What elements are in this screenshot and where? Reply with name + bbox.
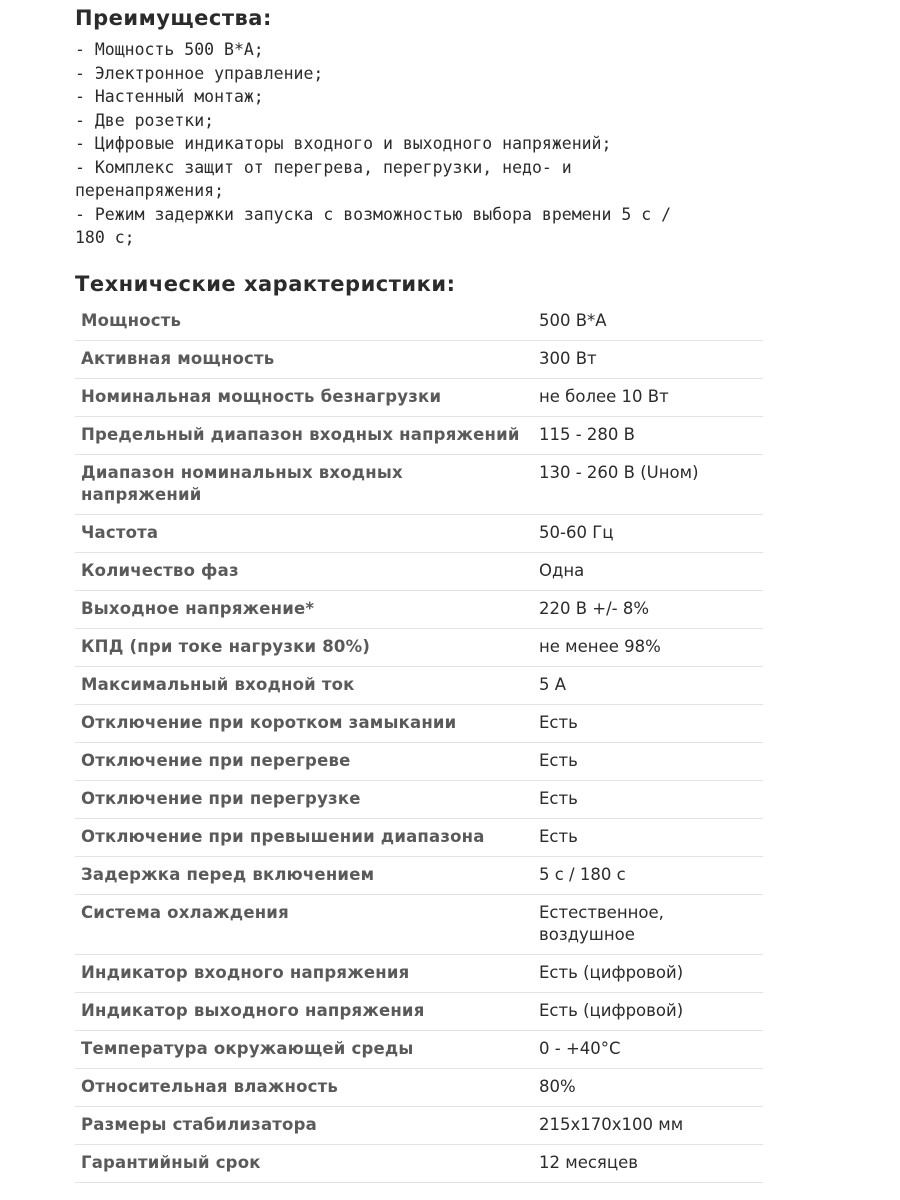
spec-key: Система охлаждения <box>75 895 527 955</box>
spec-value: 500 В*А <box>527 303 763 341</box>
spec-key: Количество фаз <box>75 553 527 591</box>
spec-row <box>75 553 763 591</box>
spec-key: Частота <box>75 515 527 553</box>
spec-row <box>75 667 763 705</box>
specs-table-body <box>75 303 763 1183</box>
spec-key: Активная мощность <box>75 341 527 379</box>
spec-value: не более 10 Вт <box>527 379 763 417</box>
spec-value: Есть (цифровой) <box>527 955 763 993</box>
spec-key: Размеры стабилизатора <box>75 1107 527 1145</box>
spec-value: 0 - +40°С <box>527 1031 763 1069</box>
spec-value: 115 - 280 В <box>527 417 763 455</box>
spec-value: 50-60 Гц <box>527 515 763 553</box>
spec-key: Задержка перед включением <box>75 857 527 895</box>
spec-row <box>75 379 763 417</box>
spec-key: Температура окружающей среды <box>75 1031 527 1069</box>
spec-row <box>75 857 763 895</box>
advantage-item: - Режим задержки запуска с возможностью выбора времени 5 с / <box>75 204 672 224</box>
spec-value: 5 с / 180 с <box>527 857 763 895</box>
spec-row <box>75 417 763 455</box>
spec-value: не менее 98% <box>527 629 763 667</box>
spec-row <box>75 993 763 1031</box>
spec-row <box>75 341 763 379</box>
spec-key: Выходное напряжение* <box>75 591 527 629</box>
spec-row <box>75 629 763 667</box>
spec-value: Естественное, воздушное <box>527 895 763 955</box>
spec-key: Гарантийный срок <box>75 1145 527 1183</box>
spec-value: Есть <box>527 743 763 781</box>
advantages-heading: Преимущества: <box>75 6 272 30</box>
spec-row <box>75 819 763 857</box>
spec-value: Есть (цифровой) <box>527 993 763 1031</box>
spec-value: 215x170x100 мм <box>527 1107 763 1145</box>
spec-value: 300 Вт <box>527 341 763 379</box>
spec-value: 5 А <box>527 667 763 705</box>
spec-key: КПД (при токе нагрузки 80%) <box>75 629 527 667</box>
spec-row <box>75 743 763 781</box>
advantage-item: - Цифровые индикаторы входного и выходного напряжений; <box>75 134 612 153</box>
spec-value: 80% <box>527 1069 763 1107</box>
spec-row <box>75 781 763 819</box>
spec-row <box>75 1107 763 1145</box>
spec-value: Одна <box>527 553 763 591</box>
advantage-item: - Электронное управление; <box>75 63 324 83</box>
spec-key: Индикатор входного напряжения <box>75 955 527 993</box>
advantage-item: - Две розетки; <box>75 110 215 130</box>
spec-row <box>75 1031 763 1069</box>
spec-key: Отключение при перегрузке <box>75 781 527 819</box>
spec-row <box>75 955 763 993</box>
spec-value: 130 - 260 В (Uном) <box>527 455 763 515</box>
advantages-list <box>75 38 775 250</box>
spec-key: Индикатор выходного напряжения <box>75 993 527 1031</box>
specs-heading: Технические характеристики: <box>75 272 456 296</box>
spec-key: Мощность <box>75 303 527 341</box>
spec-row <box>75 591 763 629</box>
spec-key: Относительная влажность <box>75 1069 527 1107</box>
spec-value: 12 месяцев <box>527 1145 763 1183</box>
spec-key: Максимальный входной ток <box>75 667 527 705</box>
advantage-item: - Комплекс защит от перегрева, перегрузки, недо- и <box>75 157 572 177</box>
spec-row <box>75 303 763 341</box>
spec-key: Отключение при превышении диапазона <box>75 819 527 857</box>
spec-value: Есть <box>527 705 763 743</box>
spec-row <box>75 705 763 743</box>
spec-value: Есть <box>527 781 763 819</box>
spec-key: Номинальная мощность безнагрузки <box>75 379 527 417</box>
spec-value: Есть <box>527 819 763 857</box>
spec-key: Отключение при перегреве <box>75 743 527 781</box>
advantage-item: - Мощность 500 В*А; <box>75 40 264 59</box>
spec-value: 220 В +/- 8% <box>527 591 763 629</box>
spec-row <box>75 515 763 553</box>
spec-row <box>75 895 763 955</box>
spec-row <box>75 1069 763 1107</box>
spec-key: Предельный диапазон входных напряжений <box>75 417 527 455</box>
spec-key: Отключение при коротком замыкании <box>75 705 527 743</box>
advantage-item: - Настенный монтаж; <box>75 87 264 106</box>
spec-row <box>75 455 763 515</box>
spec-row <box>75 1145 763 1183</box>
spec-key: Диапазон номинальных входных напряжений <box>75 455 527 515</box>
specs-table <box>75 303 763 1183</box>
advantage-item: перенапряжения; <box>75 181 225 200</box>
advantage-item: 180 с; <box>75 228 135 247</box>
